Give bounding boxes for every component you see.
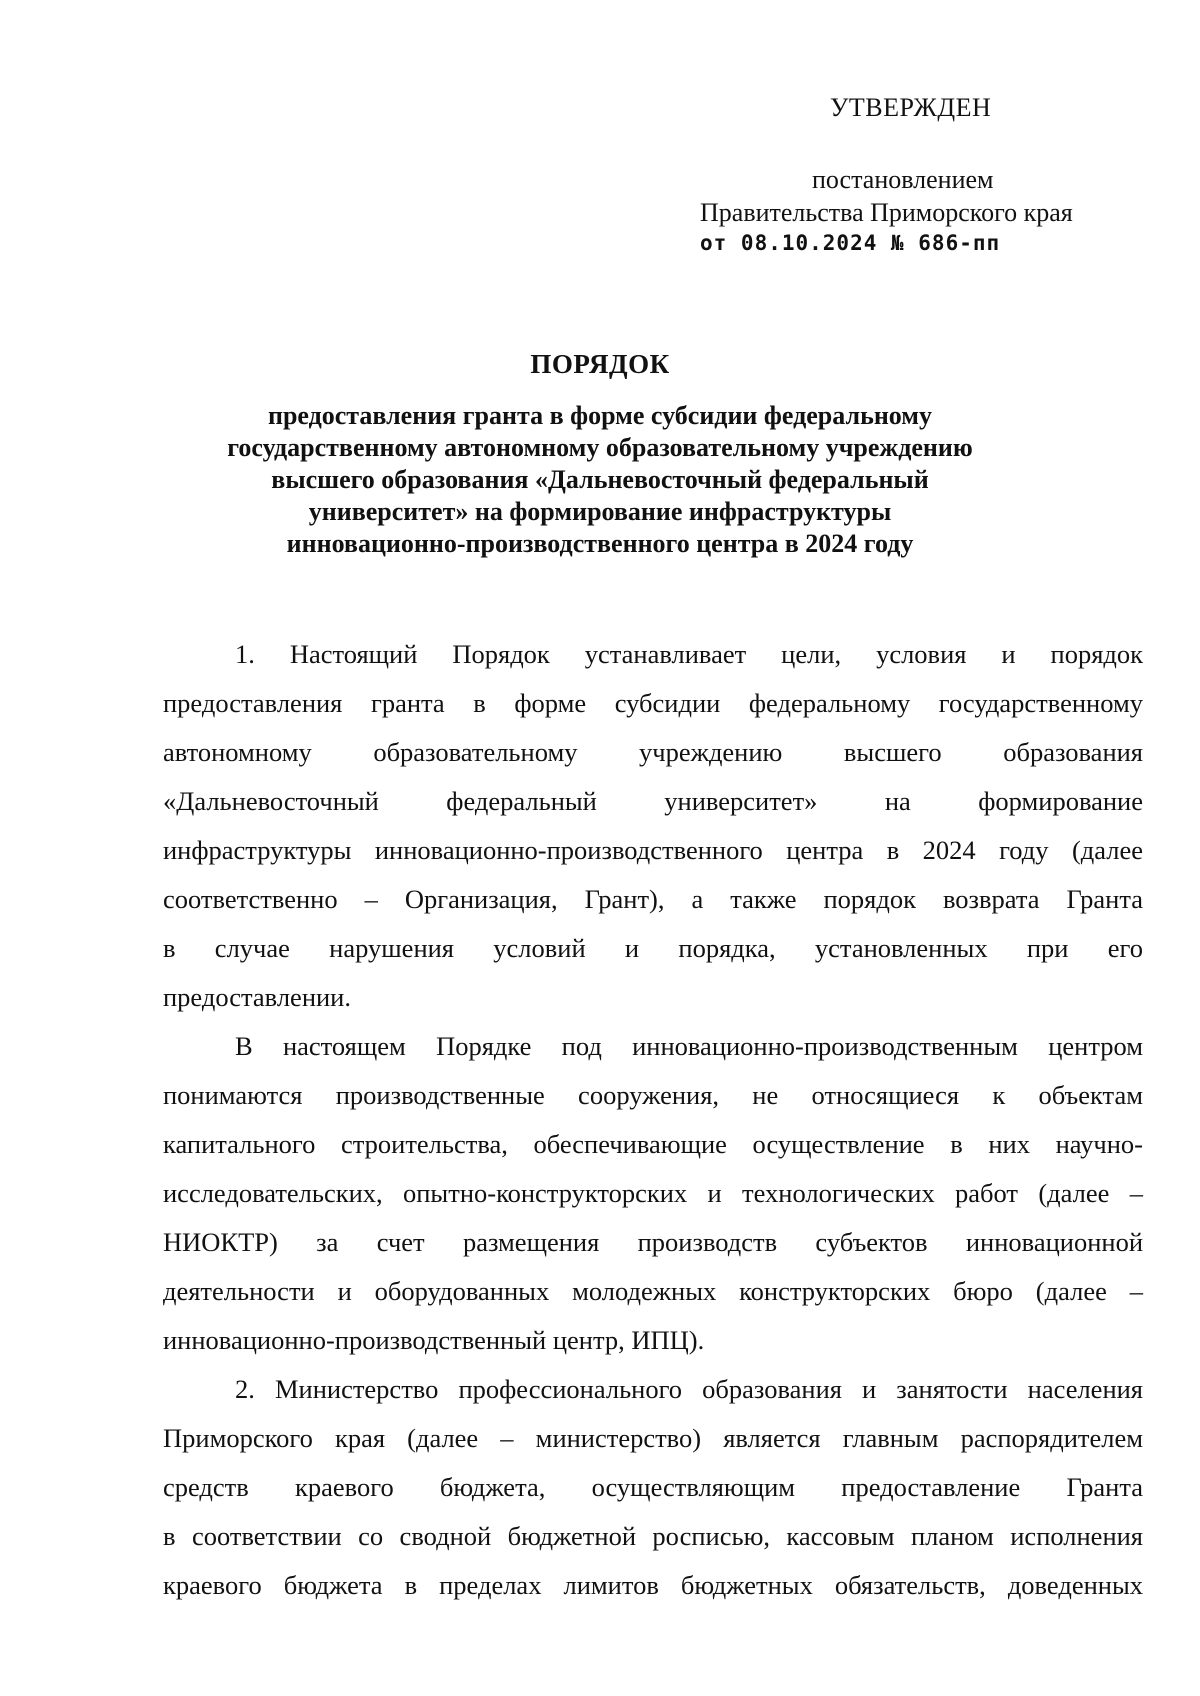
paragraph-line: в случае нарушения условий и порядка, установленных при его xyxy=(163,933,1143,963)
document-title: ПОРЯДОК xyxy=(530,349,670,379)
subtitle-line: инновационно-производственного центра в 2024 году xyxy=(286,529,914,558)
paragraph-line: средств краевого бюджета, осуществляющим предоставление Гранта xyxy=(163,1472,1143,1502)
paragraph-line: в соответствии со сводной бюджетной росписью, кассовым планом исполнения xyxy=(163,1521,1143,1551)
paragraph-line: автономному образовательному учреждению высшего образования xyxy=(163,737,1143,767)
paragraph-line: 1. Настоящий Порядок устанавливает цели, условия и порядок xyxy=(235,639,1143,669)
paragraph-line: исследовательских, опытно-конструкторских и технологических работ (далее – xyxy=(163,1178,1143,1208)
paragraph-line: В настоящем Порядке под инновационно-производственным центром xyxy=(235,1031,1143,1061)
document-body xyxy=(163,630,1143,1610)
subtitle-line: высшего образования «Дальневосточный федеральный xyxy=(271,465,929,494)
paragraph-line: краевого бюджета в пределах лимитов бюджетных обязательств, доведенных xyxy=(163,1570,1143,1600)
paragraph-line: инновационно-производственный центр, ИПЦ). xyxy=(163,1325,705,1355)
paragraph-line: предоставлении. xyxy=(163,982,351,1012)
subtitle-line: университет» на формирование инфраструктуры xyxy=(308,497,892,526)
approval-block xyxy=(700,95,1140,257)
paragraph-line: соответственно – Организация, Грант), а также порядок возврата Гранта xyxy=(163,884,1143,914)
paragraph-line: понимаются производственные сооружения, не относящиеся к объектам xyxy=(163,1080,1143,1110)
paragraph-line: инфраструктуры инновационно-производственного центра в 2024 году (далее xyxy=(163,835,1143,865)
paragraph-2 xyxy=(163,1022,1143,1365)
approval-line-government: Правительства Приморского края xyxy=(700,198,1073,228)
paragraph-line: «Дальневосточный федеральный университет» на формирование xyxy=(163,786,1143,816)
paragraph-line: деятельности и оборудованных молодежных конструкторских бюро (далее – xyxy=(163,1276,1143,1306)
paragraph-line: капитального строительства, обеспечивающие осуществление в них научно- xyxy=(163,1129,1143,1159)
paragraph-line: 2. Министерство профессионального образования и занятости населения xyxy=(235,1374,1143,1404)
subtitle-line: государственному автономному образовательному учреждению xyxy=(227,433,973,462)
paragraph-3 xyxy=(163,1365,1143,1610)
approval-date-number: от 08.10.2024 № 686-пп xyxy=(700,231,1001,256)
paragraph-1 xyxy=(163,630,1143,1022)
paragraph-line: НИОКТР) за счет размещения производств субъектов инновационной xyxy=(163,1227,1143,1257)
document-subtitle xyxy=(150,400,1050,560)
approval-heading: УТВЕРЖДЕН xyxy=(830,93,992,122)
paragraph-line: Приморского края (далее – министерство) является главным распорядителем xyxy=(163,1423,1143,1453)
subtitle-line: предоставления гранта в форме субсидии федеральному xyxy=(267,401,933,430)
approval-line-resolution: постановлением xyxy=(812,165,994,194)
paragraph-line: предоставления гранта в форме субсидии федеральному государственному xyxy=(163,688,1143,718)
